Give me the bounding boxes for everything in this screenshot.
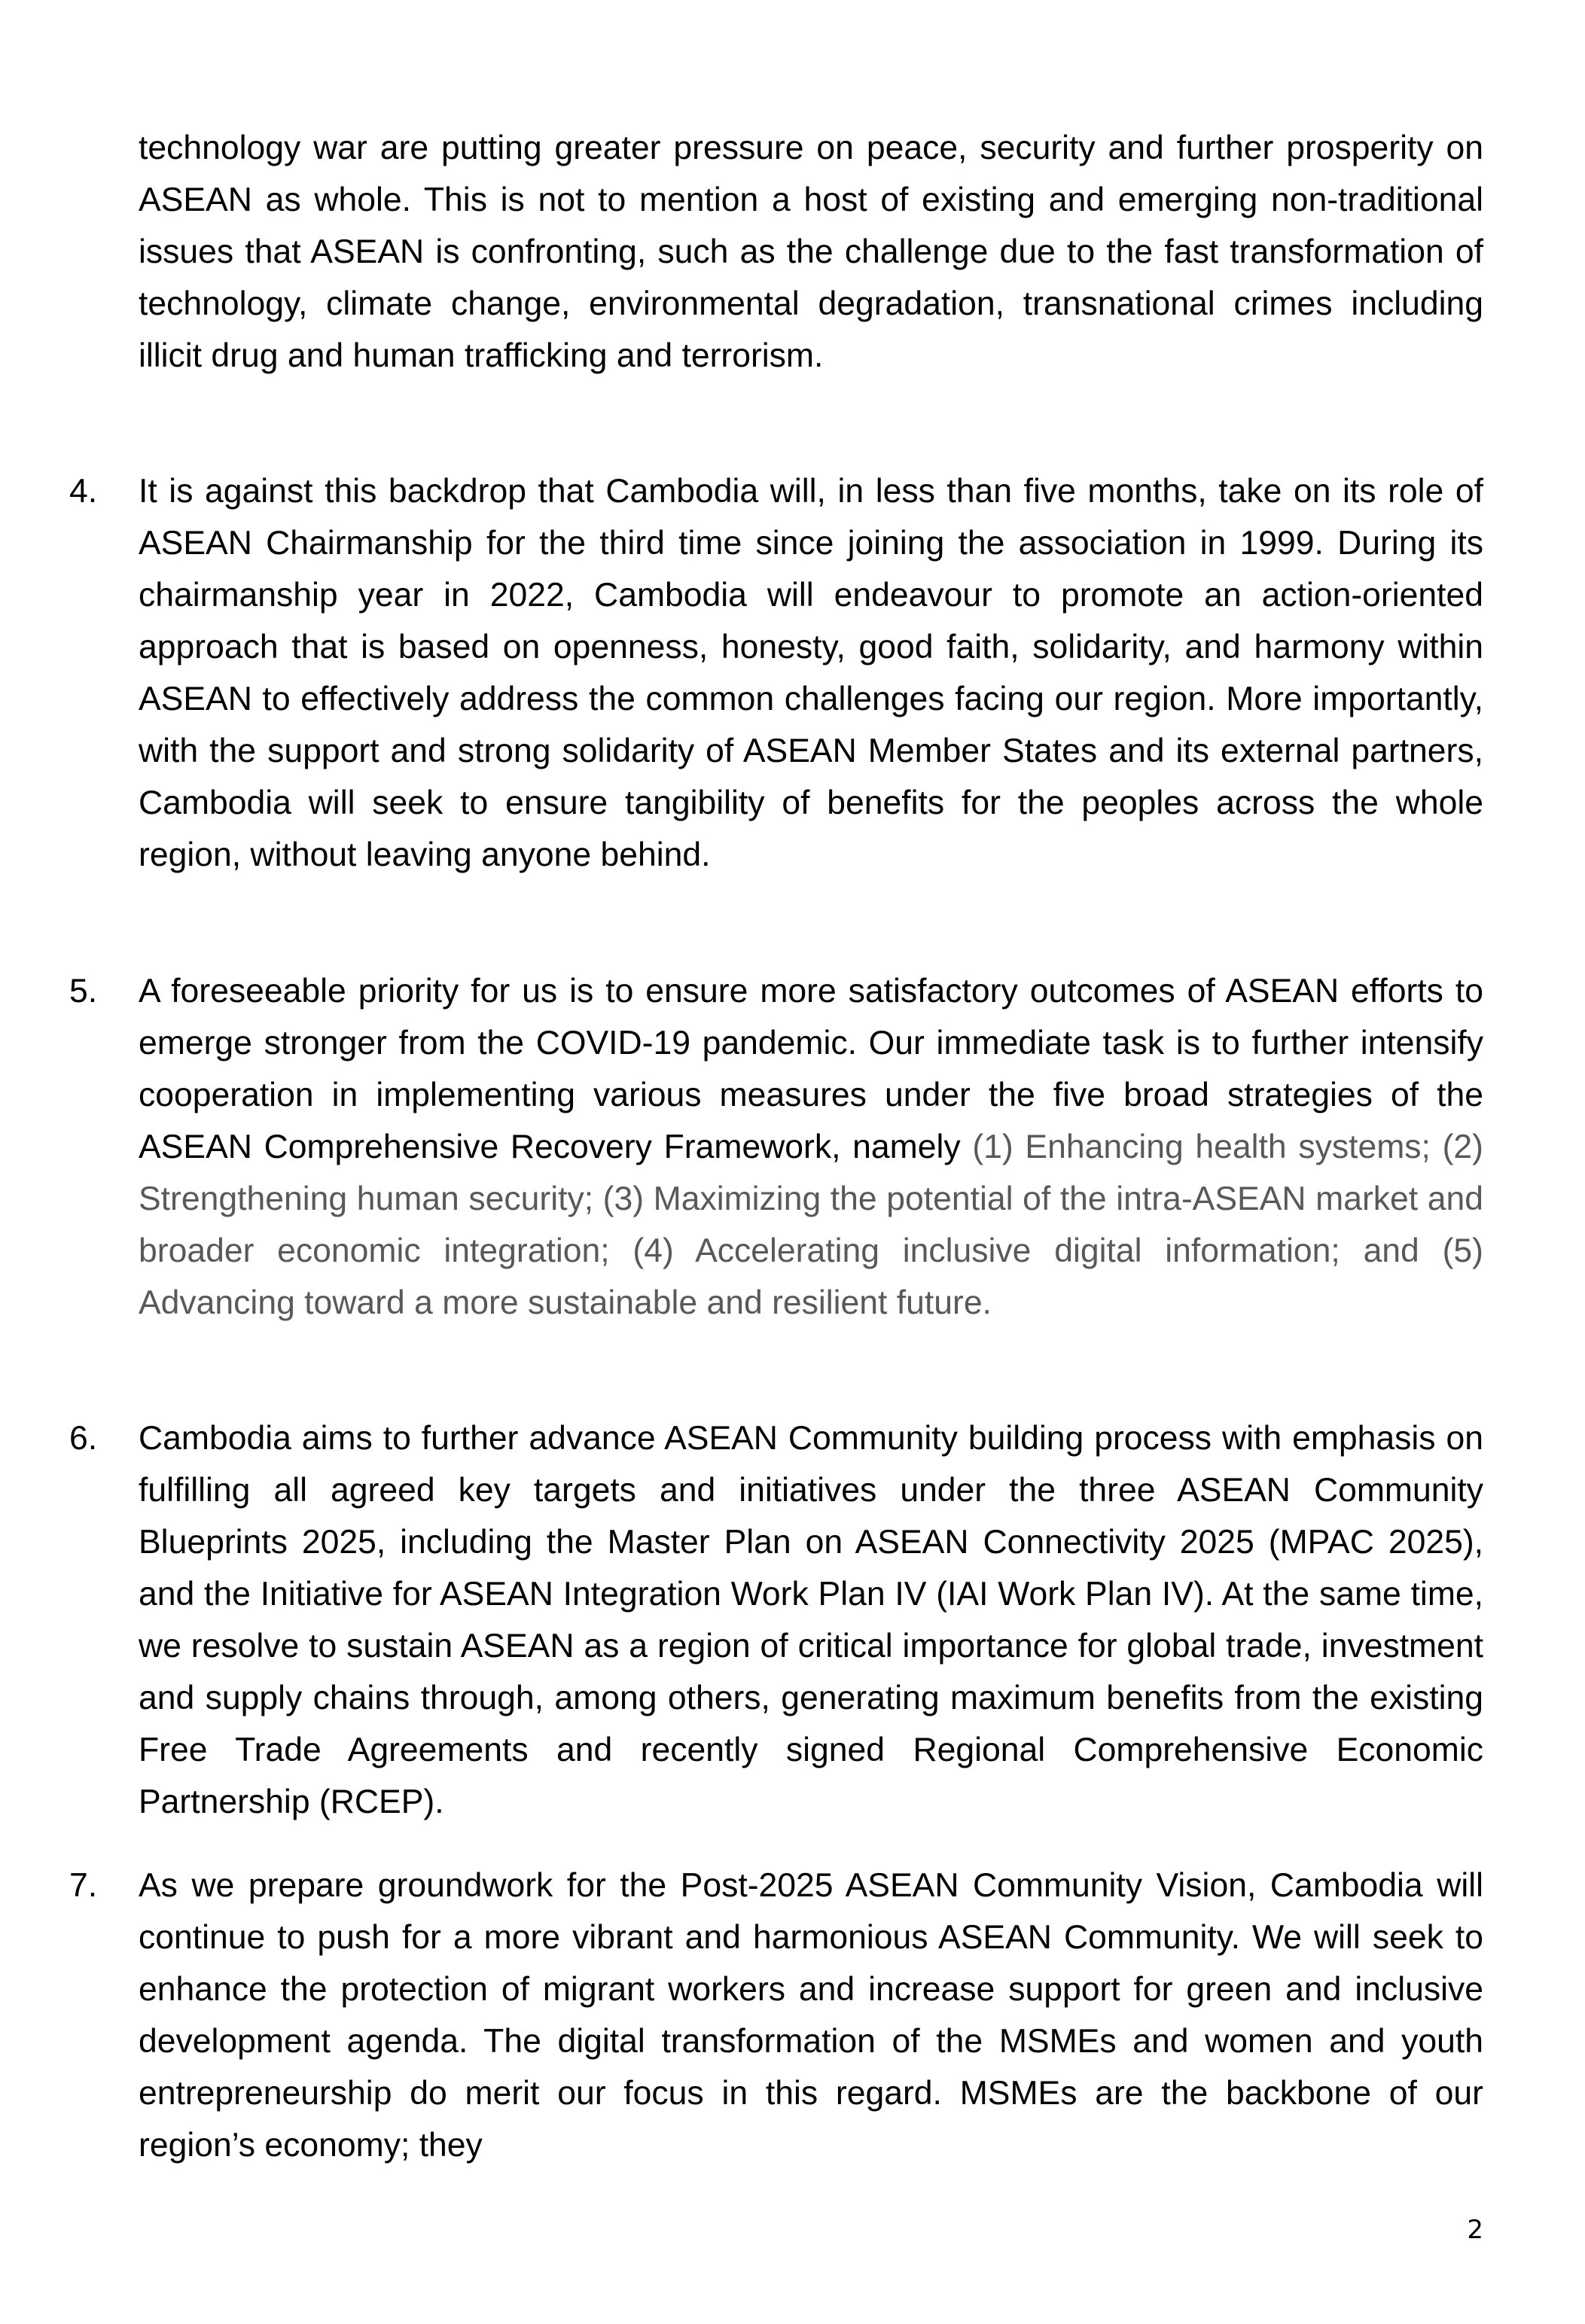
paragraph-5 xyxy=(139,965,1483,1329)
paragraph-number-4: 4. xyxy=(69,473,98,510)
paragraph-4: It is against this backdrop that Cambodia will, in less than five months, take on its role of ASEAN Chairmanship for the third time since joining the association in 1999. During its chairmanship year in 2022, Cambodia will endeavour to promote an action-oriented approach that is based on openness, honesty, good faith, solidarity, and harmony within ASEAN to effectively address the common challenges facing our region. More importantly, with the support and strong solidarity of ASEAN Member States and its external partners, Cambodia will seek to ensure tangibility of benefits for the peoples across the whole region, without leaving anyone behind. xyxy=(139,473,1483,873)
paragraph-number-7: 7. xyxy=(69,1867,98,1904)
page-number: 2 xyxy=(1467,2215,1483,2245)
paragraph-6: Cambodia aims to further advance ASEAN Community building process with emphasis on fulfilling all agreed key targets and initiatives under the three ASEAN Community Blueprints 2025, including the Master Plan on ASEAN Connectivity 2025 (MPAC 2025), and the Initiative for ASEAN Integration Work Plan IV (IAI Work Plan IV). At the same time, we resolve to sustain ASEAN as a region of critical importance for global trade, investment and supply chains through, among others, generating maximum benefits from the existing Free Trade Agreements and recently signed Regional Comprehensive Economic Partnership (RCEP). xyxy=(139,1420,1483,1820)
paragraph-5-text: A foreseeable priority for us is to ensure more satisfactory outcomes of ASEAN efforts to emerge stronger from the COVID-19 pandemic. Our immediate task is to further intensify cooperation in implementing various measures under the five broad strategies of the ASEAN Comprehensive Recovery Framework, namely xyxy=(139,973,1483,1165)
paragraph-5-strategies: (1) Enhancing health systems; (2) Strengthening human security; (3) Maximizing the potential of the intra-ASEAN market and broader economic integration; (4) Accelerating inclusive digital information; and (5) Advancing toward a more sustainable and resilient future. xyxy=(139,1128,1483,1321)
continuation-paragraph: technology war are putting greater pressure on peace, security and further prosperity on ASEAN as whole. This is not to mention a host of existing and emerging non-traditional issues that ASEAN is confronting, such as the challenge due to the fast transformation of technology, climate change, environmental degradation, transnational crimes including illicit drug and human trafficking and terrorism. xyxy=(139,129,1483,374)
paragraph-number-5: 5. xyxy=(69,973,98,1010)
paragraph-7: As we prepare groundwork for the Post-2025 ASEAN Community Vision, Cambodia will continue to push for a more vibrant and harmonious ASEAN Community. We will seek to enhance the protection of migrant workers and increase support for green and inclusive development agenda. The digital transformation of the MSMEs and women and youth entrepreneurship do merit our focus in this regard. MSMEs are the backbone of our region’s economy; they xyxy=(139,1867,1483,2164)
paragraph-number-6: 6. xyxy=(69,1420,98,1457)
